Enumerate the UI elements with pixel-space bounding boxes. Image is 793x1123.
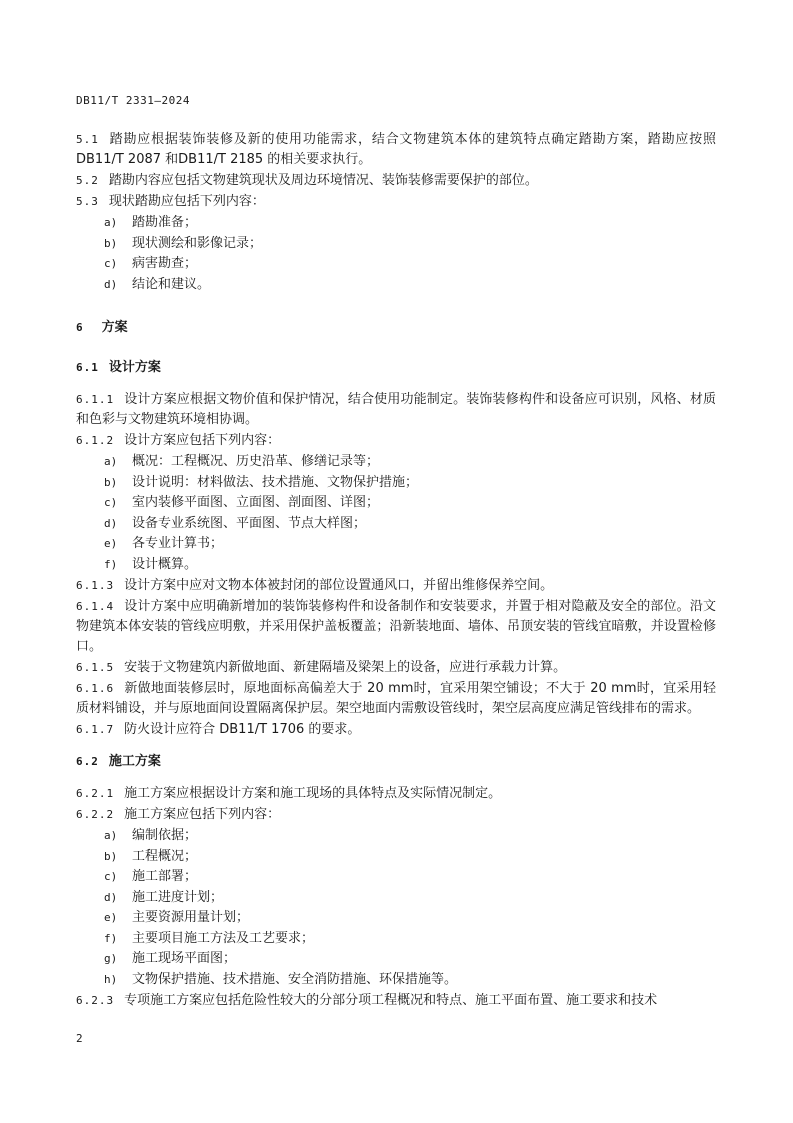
section-number: 6 [76,321,84,334]
list-item [76,254,716,275]
list-item [76,929,716,950]
clause-text: 安装于文物建筑内新做地面、新建隔墙及梁架上的设备，应进行承载力计算。 [124,660,567,675]
list-marker: d) [104,890,118,904]
section-title: 方案 [101,320,128,335]
clause-text: 施工方案应包括下列内容： [124,807,281,822]
clause-6-1-6 [76,679,716,719]
list-marker: h) [104,972,118,986]
list-item [76,514,716,535]
clause-text: 设计方案中应明确新增加的装饰装修构件和设备制作和安装要求，并置于相对隐蔽及安全的部位。沿文物建筑本体安装的管线应明敷，并采用保护盖板覆盖；沿新装地面、墙体、吊顶安装的管线宜暗敷，并设置检修口。 [76,599,716,654]
clause-number: 6.1.7 [76,723,115,736]
section-title: 施工方案 [108,754,161,769]
clause-number: 6.1.4 [76,600,115,613]
clause-5-1 [76,130,716,170]
list-item-text: 工程概况； [132,848,198,864]
list-item-text: 设备专业系统图、平面图、节点大样图； [132,515,367,531]
clause-text: 防火设计应符合 DB11/T 1706 的要求。 [124,722,361,737]
clause-text: 设计方案中应对文物本体被封闭的部位设置通风口，并留出维修保养空间。 [124,578,554,593]
clause-6-1-1 [76,390,716,430]
clause-6-1-7 [76,720,716,740]
clause-6-1-5 [76,658,716,678]
list-item-text: 室内装修平面图、立面图、剖面图、详图； [132,495,380,510]
list-marker: d) [104,516,118,530]
list-item-text: 各专业计算书； [132,536,224,551]
survey-content-list [76,213,716,295]
list-item [76,555,716,576]
clause-6-2-1 [76,784,716,804]
list-marker: b) [104,475,118,489]
list-item [76,213,716,234]
section-heading-6-1 [76,358,716,378]
clause-number: 5.1 [76,133,99,146]
list-item-text: 设计说明：材料做法、技术措施、文物保护措施； [132,474,419,490]
list-marker: a) [104,455,118,468]
list-item [76,970,716,991]
document-code: DB11/T 2331—2024 [76,94,190,107]
page-number: 2 [76,1032,83,1045]
list-item [76,949,716,970]
clause-text: 设计方案应包括下列内容： [124,433,281,448]
list-marker: b) [104,236,118,250]
list-item-text: 编制依据； [132,828,198,843]
list-item-text: 现状测绘和影像记录； [132,235,263,251]
clause-text: 新做地面装修层时，原地面标高偏差大于 20 mm时，宜采用架空铺设；不大于 20 mm时，宜采用轻质材料铺设，并与原地面间设置隔离保护层。架空地面内需敷设管线时，架空层高度应满足管线排布的需求。 [76,681,716,716]
list-item [76,452,716,473]
list-marker: d) [104,277,118,291]
clause-6-2-3 [76,991,716,1011]
list-item-text: 主要项目施工方法及工艺要求； [132,930,315,946]
clause-text: 设计方案应根据文物价值和保护情况，结合使用功能制定。装饰装修构件和设备应可识别，风格、材质和色彩与文物建筑环境相协调。 [76,392,716,427]
list-marker: a) [104,829,118,842]
clause-text: 现状踏勘应包括下列内容： [108,194,265,209]
design-content-list [76,452,716,575]
section-title: 设计方案 [108,360,161,375]
clause-number: 6.1.1 [76,393,115,406]
clause-6-2-2 [76,805,716,825]
clause-text: 专项施工方案应包括危险性较大的分部分项工程概况和特点、施工平面布置、施工要求和技术 [124,993,658,1008]
section-heading-6 [76,318,716,338]
list-item [76,234,716,255]
clause-6-1-3 [76,576,716,596]
list-item [76,888,716,909]
list-item-text: 概况：工程概况、历史沿革、修缮记录等； [132,454,380,469]
list-item-text: 施工进度计划； [132,889,224,905]
clause-text: 踏勘内容应包括文物建筑现状及周边环境情况、装饰装修需要保护的部位。 [108,173,538,188]
clause-number: 6.2.1 [76,787,115,800]
list-item-text: 病害勘查； [132,256,198,271]
clause-number: 6.1.3 [76,579,115,592]
clause-6-1-2 [76,431,716,451]
section-number: 6.1 [76,361,99,374]
list-item [76,867,716,888]
clause-number: 6.1.2 [76,434,115,447]
list-item-text: 施工现场平面图； [132,951,237,966]
clause-number: 5.2 [76,174,99,187]
list-item [76,908,716,929]
clause-5-3 [76,192,716,212]
construction-content-list [76,826,716,990]
list-marker: e) [104,537,118,550]
list-item-text: 主要资源用量计划； [132,910,250,925]
list-item [76,473,716,494]
clause-5-2 [76,171,716,191]
clause-6-1-4 [76,597,716,657]
list-marker: c) [104,496,118,509]
list-marker: g) [104,952,118,965]
list-marker: c) [104,870,118,883]
list-item [76,534,716,555]
list-marker: c) [104,257,118,270]
list-item [76,847,716,868]
clause-text: 踏勘应根据装饰装修及新的使用功能需求，结合文物建筑本体的建筑特点确定踏勘方案，踏勘应按照DB11/T 2087 和DB11/T 2185 的相关要求执行。 [76,132,716,167]
list-item-text: 施工部署； [132,869,198,884]
list-item [76,275,716,296]
section-number: 6.2 [76,755,99,768]
list-marker: b) [104,849,118,863]
list-marker: e) [104,911,118,924]
clause-number: 5.3 [76,195,99,208]
clause-number: 6.2.3 [76,994,115,1007]
clause-number: 6.1.6 [76,682,115,695]
list-marker: a) [104,216,118,229]
list-item-text: 设计概算。 [132,556,198,572]
clause-number: 6.2.2 [76,808,115,821]
section-heading-6-2 [76,752,716,772]
list-item-text: 文物保护措施、技术措施、安全消防措施、环保措施等。 [132,971,458,987]
list-item-text: 踏勘准备； [132,215,198,230]
list-item [76,493,716,514]
list-marker: f) [104,931,118,945]
clause-text: 施工方案应根据设计方案和施工现场的具体特点及实际情况制定。 [124,786,502,801]
list-marker: f) [104,557,118,571]
clause-number: 6.1.5 [76,661,115,674]
list-item-text: 结论和建议。 [132,276,211,292]
document-body [76,130,716,1012]
list-item [76,826,716,847]
